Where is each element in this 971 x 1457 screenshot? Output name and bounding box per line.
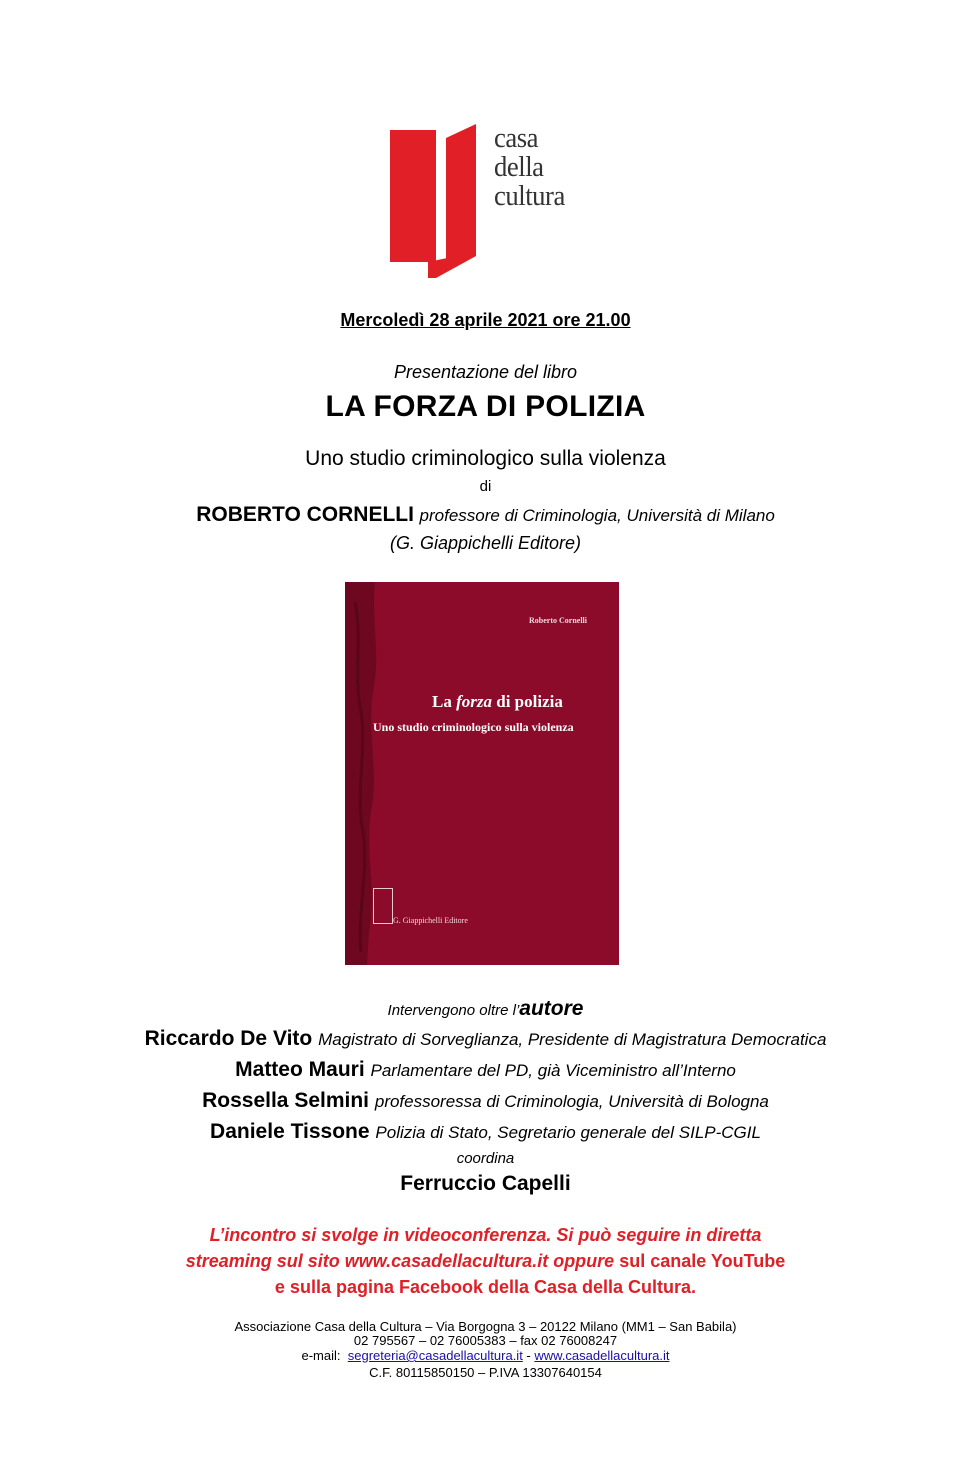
event-date: Mercoledì 28 aprile 2021 ore 21.00 [340, 310, 631, 330]
speaker-role: Parlamentare del PD, già Viceministro all’Interno [370, 1061, 736, 1080]
cover-title-b: forza [456, 692, 492, 711]
notice-line-2a: streaming sul sito www.casadellacultura.it oppure [185, 1251, 615, 1271]
logo-line-1: casa [494, 122, 539, 154]
footer-contacts [0, 1349, 971, 1363]
speaker-role: Polizia di Stato, Segretario generale del SILP-CGIL [375, 1123, 761, 1142]
cover-subtitle: Uno studio criminologico sulla violenza [373, 720, 574, 734]
email-label: e-mail: [301, 1348, 341, 1363]
logo-mark-icon [388, 124, 488, 282]
cover-title [432, 692, 563, 712]
speaker-row [0, 1058, 971, 1082]
contacts-separator: - [522, 1348, 535, 1363]
notice-line-2b: sul canale YouTube [614, 1251, 786, 1271]
speaker-name: Riccardo De Vito [144, 1027, 313, 1050]
notice-line-3: e sulla pagina Facebook della Casa della Cultura. [274, 1277, 697, 1297]
speaker-row [0, 1089, 971, 1113]
book-title: LA FORZA DI POLIZIA [325, 390, 646, 423]
cover-publisher: G. Giappichelli Editore [393, 916, 468, 925]
logo-line-3: cultura [494, 180, 565, 212]
event-intro: Presentazione del libro [393, 362, 578, 382]
speakers-intro [0, 997, 971, 1021]
book-subtitle: Uno studio criminologico sulla violenza [305, 447, 666, 470]
notice-line-1: L’incontro si svolge in videoconferenza. Si può seguire in diretta [209, 1225, 762, 1245]
website-link[interactable]: www.casadellacultura.it [534, 1348, 670, 1363]
speakers-intro-text: Intervengono oltre l’ [387, 1002, 520, 1019]
cover-title-a: La [432, 692, 457, 711]
author-name: ROBERTO CORNELLI [196, 503, 414, 526]
speaker-name: Matteo Mauri [235, 1058, 365, 1081]
cover-author: Roberto Cornelli [529, 616, 587, 625]
footer-address: Associazione Casa della Cultura – Via Borgogna 3 – 20122 Milano (MM1 – San Babila) [234, 1319, 737, 1334]
notice-line-2 [0, 1251, 971, 1272]
speakers-intro-emph: autore [519, 997, 584, 1020]
speaker-name: Daniele Tissone [210, 1120, 370, 1143]
by-label: di [479, 478, 492, 495]
cover-title-c: di polizia [492, 692, 563, 711]
speaker-row [0, 1120, 971, 1144]
coordina-label: coordina [456, 1150, 515, 1167]
publisher: (G. Giappichelli Editore) [389, 533, 582, 553]
logo-line-2: della [494, 151, 544, 183]
logo-wordmark [494, 124, 571, 211]
moderator-name: Ferruccio Capelli [400, 1172, 571, 1195]
publisher-emblem-icon [373, 888, 393, 924]
author-role: professore di Criminologia, Università di Milano [419, 506, 775, 525]
speaker-name: Rossella Selmini [202, 1089, 370, 1112]
email-link[interactable]: segreteria@casadellacultura.it [347, 1348, 523, 1363]
book-cover [345, 582, 619, 965]
author-line [0, 503, 971, 527]
footer-phones: 02 795567 – 02 76005383 – fax 02 76008247 [353, 1333, 618, 1348]
speaker-role: Magistrato di Sorveglianza, Presidente di Magistratura Democratica [318, 1030, 827, 1049]
footer-tax: C.F. 80115850150 – P.IVA 13307640154 [369, 1365, 602, 1380]
speaker-role: professoressa di Criminologia, Università di Bologna [374, 1092, 769, 1111]
speaker-row [0, 1027, 971, 1051]
casa-della-cultura-logo [388, 124, 588, 282]
